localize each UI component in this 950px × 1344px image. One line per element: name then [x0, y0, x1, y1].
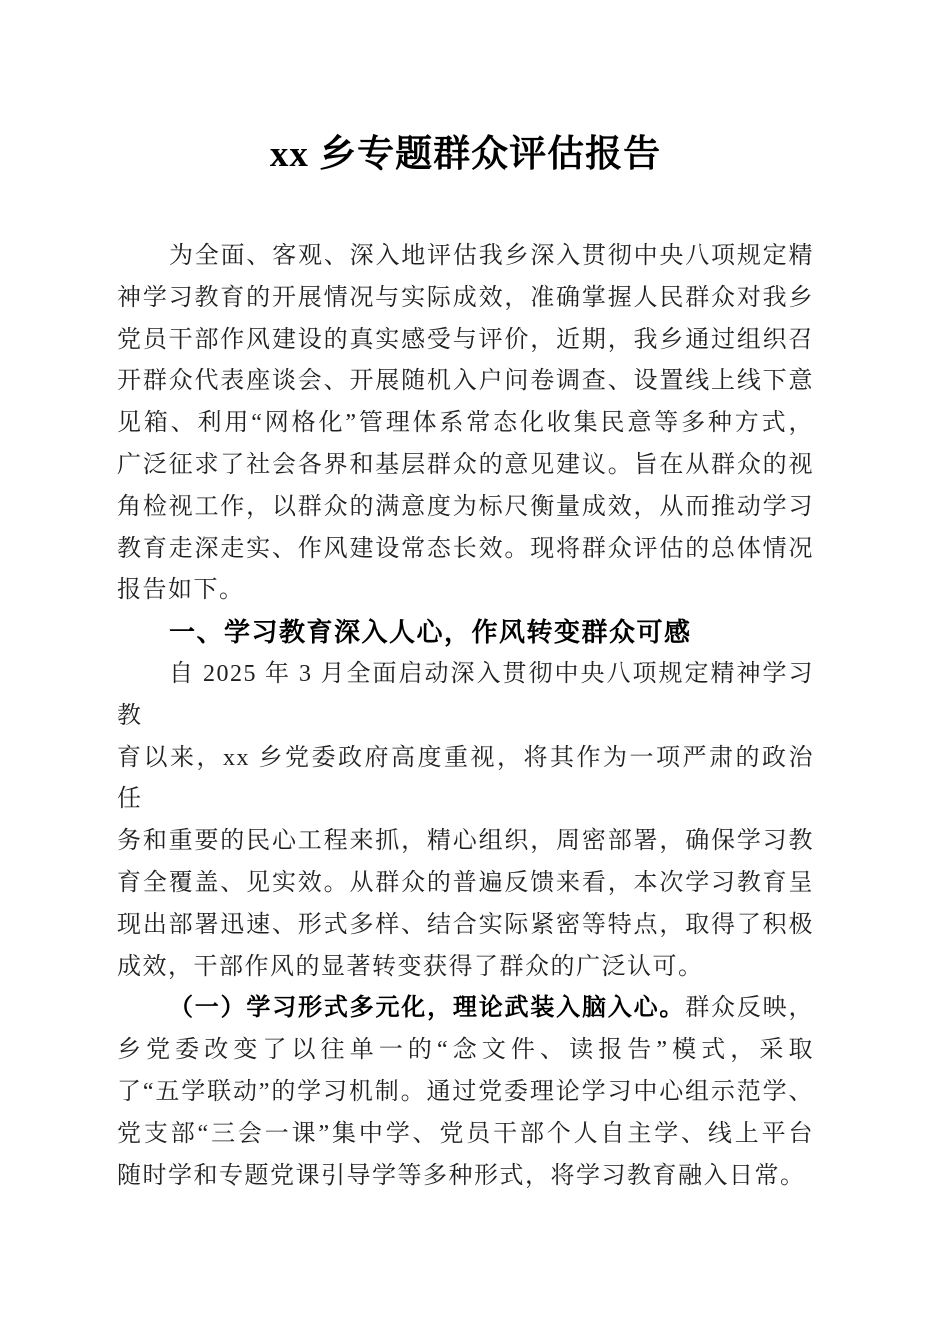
text-line	[117, 863, 814, 905]
text-line	[117, 320, 814, 362]
text-line	[117, 487, 814, 529]
text-line	[117, 738, 814, 822]
text-line	[117, 905, 814, 947]
text-run: 育全覆盖、见实效。从群众的普遍反馈来看，本次学习教育呈	[117, 869, 814, 896]
text-run: 群众反映，	[685, 995, 814, 1022]
text-line	[117, 947, 814, 989]
text-line	[117, 278, 814, 320]
text-line	[117, 654, 814, 738]
text-line	[117, 445, 814, 487]
text-line	[117, 1114, 814, 1156]
text-run: 广泛征求了社会各界和基层群众的意见建议。旨在从群众的视	[117, 451, 814, 478]
text-run: 乡党委改变了以往单一的“念文件、读报告”模式，采取	[117, 1037, 814, 1064]
text-run: 神学习教育的开展情况与实际成效，准确掌握人民群众对我乡	[117, 284, 814, 311]
bold-text-run: 一、学习教育深入人心，作风转变群众可感	[169, 617, 692, 648]
text-run: 现出部署迅速、形式多样、结合实际紧密等特点，取得了积极	[117, 911, 814, 938]
text-run: 教育走深走实、作风建设常态长效。现将群众评估的总体情况	[117, 535, 814, 562]
text-run: 为全面、客观、深入地评估我乡深入贯彻中央八项规定精	[169, 243, 814, 269]
text-line	[117, 403, 814, 445]
text-line	[117, 570, 814, 612]
text-run: 党支部“三会一课”集中学、党员干部个人自主学、线上平台	[117, 1120, 814, 1147]
text-run: 党员干部作风建设的真实感受与评价，近期，我乡通过组织召	[117, 326, 814, 353]
text-run: 开群众代表座谈会、开展随机入户问卷调查、设置线上线下意	[117, 368, 814, 395]
section-heading	[117, 612, 814, 654]
text-run: 务和重要的民心工程来抓，精心组织，周密部署，确保学习教	[117, 828, 814, 855]
text-run: 育以来，xx 乡党委政府高度重视，将其作为一项严肃的政治任	[117, 744, 814, 813]
text-run: 成效，干部作风的显著转变获得了群众的广泛认可。	[117, 953, 704, 980]
text-run: 随时学和专题党课引导学等多种形式，将学习教育融入日常。	[117, 1162, 806, 1189]
text-line	[117, 1156, 814, 1198]
text-line	[117, 988, 814, 1030]
text-run: 报告如下。	[117, 577, 245, 604]
text-line	[117, 1072, 814, 1114]
text-line	[117, 821, 814, 863]
text-line	[117, 1030, 814, 1072]
text-run: 了“五学联动”的学习机制。通过党委理论学习中心组示范学、	[117, 1078, 814, 1105]
text-run: 见箱、利用“网格化”管理体系常态化收集民意等多种方式，	[117, 410, 814, 437]
text-run: 角检视工作，以群众的满意度为标尺衡量成效，从而推动学习	[117, 493, 814, 520]
document-body	[117, 236, 814, 1197]
text-line	[117, 361, 814, 403]
document-title: xx 乡专题群众评估报告	[269, 134, 662, 175]
text-line	[117, 236, 814, 278]
bold-text-run: （一）学习形式多元化，理论武装入脑入心。	[169, 995, 686, 1022]
text-run: 自 2025 年 3 月全面启动深入贯彻中央八项规定精神学习教	[117, 660, 814, 729]
text-line	[117, 529, 814, 571]
